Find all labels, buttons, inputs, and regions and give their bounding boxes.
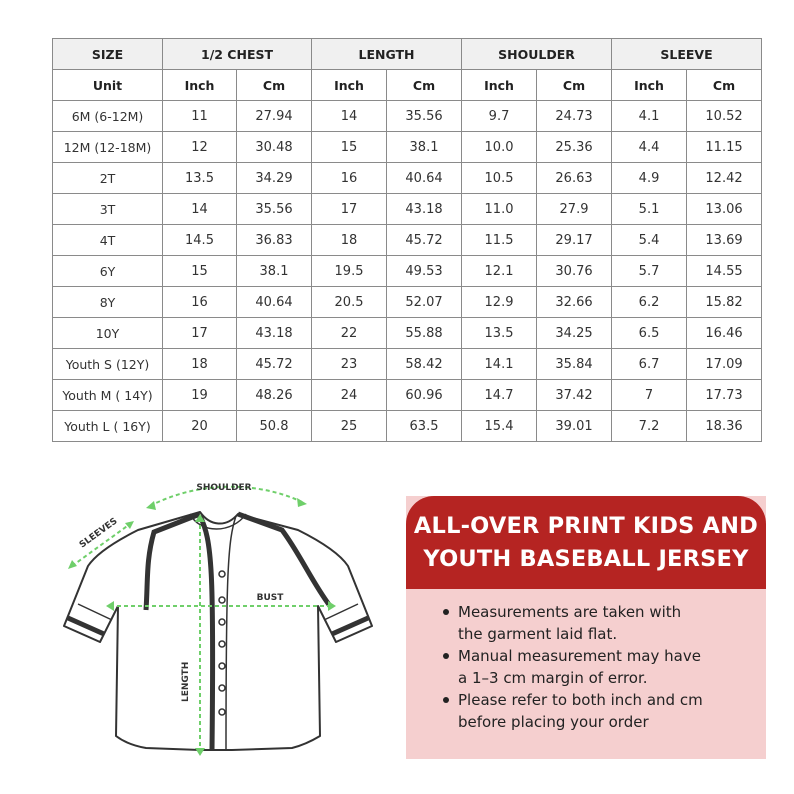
unit-header: Inch [163, 70, 237, 101]
measurement-cell: 16 [163, 287, 237, 318]
table-row [53, 225, 762, 256]
measurement-cell: 36.83 [237, 225, 312, 256]
measurement-cell: 14.1 [462, 349, 537, 380]
bust-label: BUST [256, 593, 284, 603]
measurement-cell: 38.1 [387, 132, 462, 163]
measurement-cell: 12 [163, 132, 237, 163]
length-label: LENGTH [181, 661, 191, 702]
measurement-cell: 60.96 [387, 380, 462, 411]
measurement-cell: 58.42 [387, 349, 462, 380]
measurement-cell: 10.0 [462, 132, 537, 163]
measurement-cell: 50.8 [237, 411, 312, 442]
measurement-cell: 25 [312, 411, 387, 442]
measurement-cell: 20.5 [312, 287, 387, 318]
info-panel [406, 496, 766, 759]
jersey-body-outline [64, 512, 372, 750]
measurement-cell: 34.29 [237, 163, 312, 194]
measurement-cell: 38.1 [237, 256, 312, 287]
product-title [406, 496, 766, 589]
measurement-cell: 15 [163, 256, 237, 287]
measurement-cell: 19 [163, 380, 237, 411]
size-table-body [53, 101, 762, 442]
measurement-cell: 22 [312, 318, 387, 349]
measurement-cell: 18 [163, 349, 237, 380]
shoulder-label: SHOULDER [196, 483, 252, 493]
size-cell: 4T [53, 225, 163, 256]
size-cell: 12M (12-18M) [53, 132, 163, 163]
measurement-cell: 7.2 [612, 411, 687, 442]
measurement-cell: 5.4 [612, 225, 687, 256]
measurement-cell: 23 [312, 349, 387, 380]
measurement-cell: 16.46 [687, 318, 762, 349]
measurement-cell: 14 [163, 194, 237, 225]
measurement-cell: 35.56 [387, 101, 462, 132]
measurement-cell: 34.25 [537, 318, 612, 349]
size-chart-table [52, 38, 762, 442]
group-header-row [53, 39, 762, 70]
measurement-cell: 30.76 [537, 256, 612, 287]
measurement-cell: 15.4 [462, 411, 537, 442]
measurement-cell: 16 [312, 163, 387, 194]
measurement-cell: 43.18 [387, 194, 462, 225]
measurement-cell: 14.7 [462, 380, 537, 411]
length-header: LENGTH [312, 39, 462, 70]
measurement-cell: 37.42 [537, 380, 612, 411]
measurement-cell: 4.9 [612, 163, 687, 194]
measurement-cell: 48.26 [237, 380, 312, 411]
measurement-cell: 52.07 [387, 287, 462, 318]
unit-header-row [53, 70, 762, 101]
measurement-cell: 40.64 [387, 163, 462, 194]
jersey-diagram [50, 470, 380, 770]
measurement-cell: 11.5 [462, 225, 537, 256]
info-note-line: Manual measurement may have [458, 647, 701, 665]
info-note-line: the garment laid flat. [458, 625, 618, 643]
product-title-line-1: ALL-OVER PRINT KIDS AND [413, 512, 759, 539]
measurement-cell: 39.01 [537, 411, 612, 442]
measurement-cell: 6.5 [612, 318, 687, 349]
table-row [53, 380, 762, 411]
table-row [53, 318, 762, 349]
info-note-line: a 1–3 cm margin of error. [458, 669, 648, 687]
unit-header: Cm [537, 70, 612, 101]
shoulder-header: SHOULDER [462, 39, 612, 70]
measurement-cell: 45.72 [237, 349, 312, 380]
sleeve-header: SLEEVE [612, 39, 762, 70]
measurement-cell: 4.4 [612, 132, 687, 163]
measurement-cell: 35.56 [237, 194, 312, 225]
measurement-cell: 12.42 [687, 163, 762, 194]
measurement-cell: 11 [163, 101, 237, 132]
measurement-cell: 25.36 [537, 132, 612, 163]
jersey-illustration [50, 470, 380, 770]
measurement-cell: 26.63 [537, 163, 612, 194]
size-cell: Youth L ( 16Y) [53, 411, 163, 442]
measurement-cell: 43.18 [237, 318, 312, 349]
info-note-line: before placing your order [458, 713, 649, 731]
measurement-cell: 14.55 [687, 256, 762, 287]
measurement-cell: 13.06 [687, 194, 762, 225]
measurement-cell: 27.94 [237, 101, 312, 132]
unit-label: Unit [53, 70, 163, 101]
measurement-cell: 40.64 [237, 287, 312, 318]
measurement-cell: 11.0 [462, 194, 537, 225]
unit-header: Cm [387, 70, 462, 101]
table-row [53, 256, 762, 287]
size-cell: 6Y [53, 256, 163, 287]
measurement-cell: 18.36 [687, 411, 762, 442]
measurement-cell: 20 [163, 411, 237, 442]
measurement-cell: 13.5 [163, 163, 237, 194]
measurement-cell: 24 [312, 380, 387, 411]
table-row [53, 349, 762, 380]
size-cell: 6M (6-12M) [53, 101, 163, 132]
size-header: SIZE [53, 39, 163, 70]
info-note-units [458, 689, 746, 733]
info-note-measurement [458, 601, 746, 645]
measurement-cell: 24.73 [537, 101, 612, 132]
measurement-cell: 17.09 [687, 349, 762, 380]
measurement-cell: 45.72 [387, 225, 462, 256]
chest-header: 1/2 CHEST [163, 39, 312, 70]
measurement-cell: 17 [163, 318, 237, 349]
measurement-cell: 4.1 [612, 101, 687, 132]
measurement-cell: 35.84 [537, 349, 612, 380]
measurement-cell: 17.73 [687, 380, 762, 411]
measurement-cell: 55.88 [387, 318, 462, 349]
unit-header: Cm [687, 70, 762, 101]
measurement-cell: 13.69 [687, 225, 762, 256]
measurement-cell: 17 [312, 194, 387, 225]
measurement-cell: 12.1 [462, 256, 537, 287]
info-notes-list [406, 589, 766, 733]
sleeves-label: SLEEVES [77, 516, 120, 551]
measurement-cell: 14 [312, 101, 387, 132]
size-cell: 10Y [53, 318, 163, 349]
measurement-cell: 11.15 [687, 132, 762, 163]
size-cell: 2T [53, 163, 163, 194]
unit-header: Inch [612, 70, 687, 101]
measurement-cell: 15 [312, 132, 387, 163]
measurement-cell: 32.66 [537, 287, 612, 318]
measurement-cell: 13.5 [462, 318, 537, 349]
measurement-cell: 6.7 [612, 349, 687, 380]
measurement-cell: 30.48 [237, 132, 312, 163]
measurement-cell: 10.5 [462, 163, 537, 194]
table-row [53, 194, 762, 225]
measurement-cell: 6.2 [612, 287, 687, 318]
info-note-line: Please refer to both inch and cm [458, 691, 703, 709]
table-row [53, 411, 762, 442]
measurement-cell: 27.9 [537, 194, 612, 225]
unit-header: Cm [237, 70, 312, 101]
measurement-cell: 18 [312, 225, 387, 256]
measurement-cell: 12.9 [462, 287, 537, 318]
measurement-cell: 63.5 [387, 411, 462, 442]
product-title-line-2: YOUTH BASEBALL JERSEY [423, 545, 749, 572]
measurement-cell: 15.82 [687, 287, 762, 318]
info-note-error-margin [458, 645, 746, 689]
size-cell: Youth M ( 14Y) [53, 380, 163, 411]
table-row [53, 287, 762, 318]
measurement-cell: 19.5 [312, 256, 387, 287]
size-cell: 8Y [53, 287, 163, 318]
measurement-cell: 5.1 [612, 194, 687, 225]
size-cell: Youth S (12Y) [53, 349, 163, 380]
measurement-cell: 14.5 [163, 225, 237, 256]
size-cell: 3T [53, 194, 163, 225]
measurement-cell: 49.53 [387, 256, 462, 287]
unit-header: Inch [462, 70, 537, 101]
measurement-cell: 29.17 [537, 225, 612, 256]
measurement-cell: 5.7 [612, 256, 687, 287]
table-row [53, 132, 762, 163]
table-row [53, 101, 762, 132]
measurement-cell: 10.52 [687, 101, 762, 132]
measurement-cell: 9.7 [462, 101, 537, 132]
info-note-line: Measurements are taken with [458, 603, 682, 621]
measurement-cell: 7 [612, 380, 687, 411]
unit-header: Inch [312, 70, 387, 101]
table-row [53, 163, 762, 194]
